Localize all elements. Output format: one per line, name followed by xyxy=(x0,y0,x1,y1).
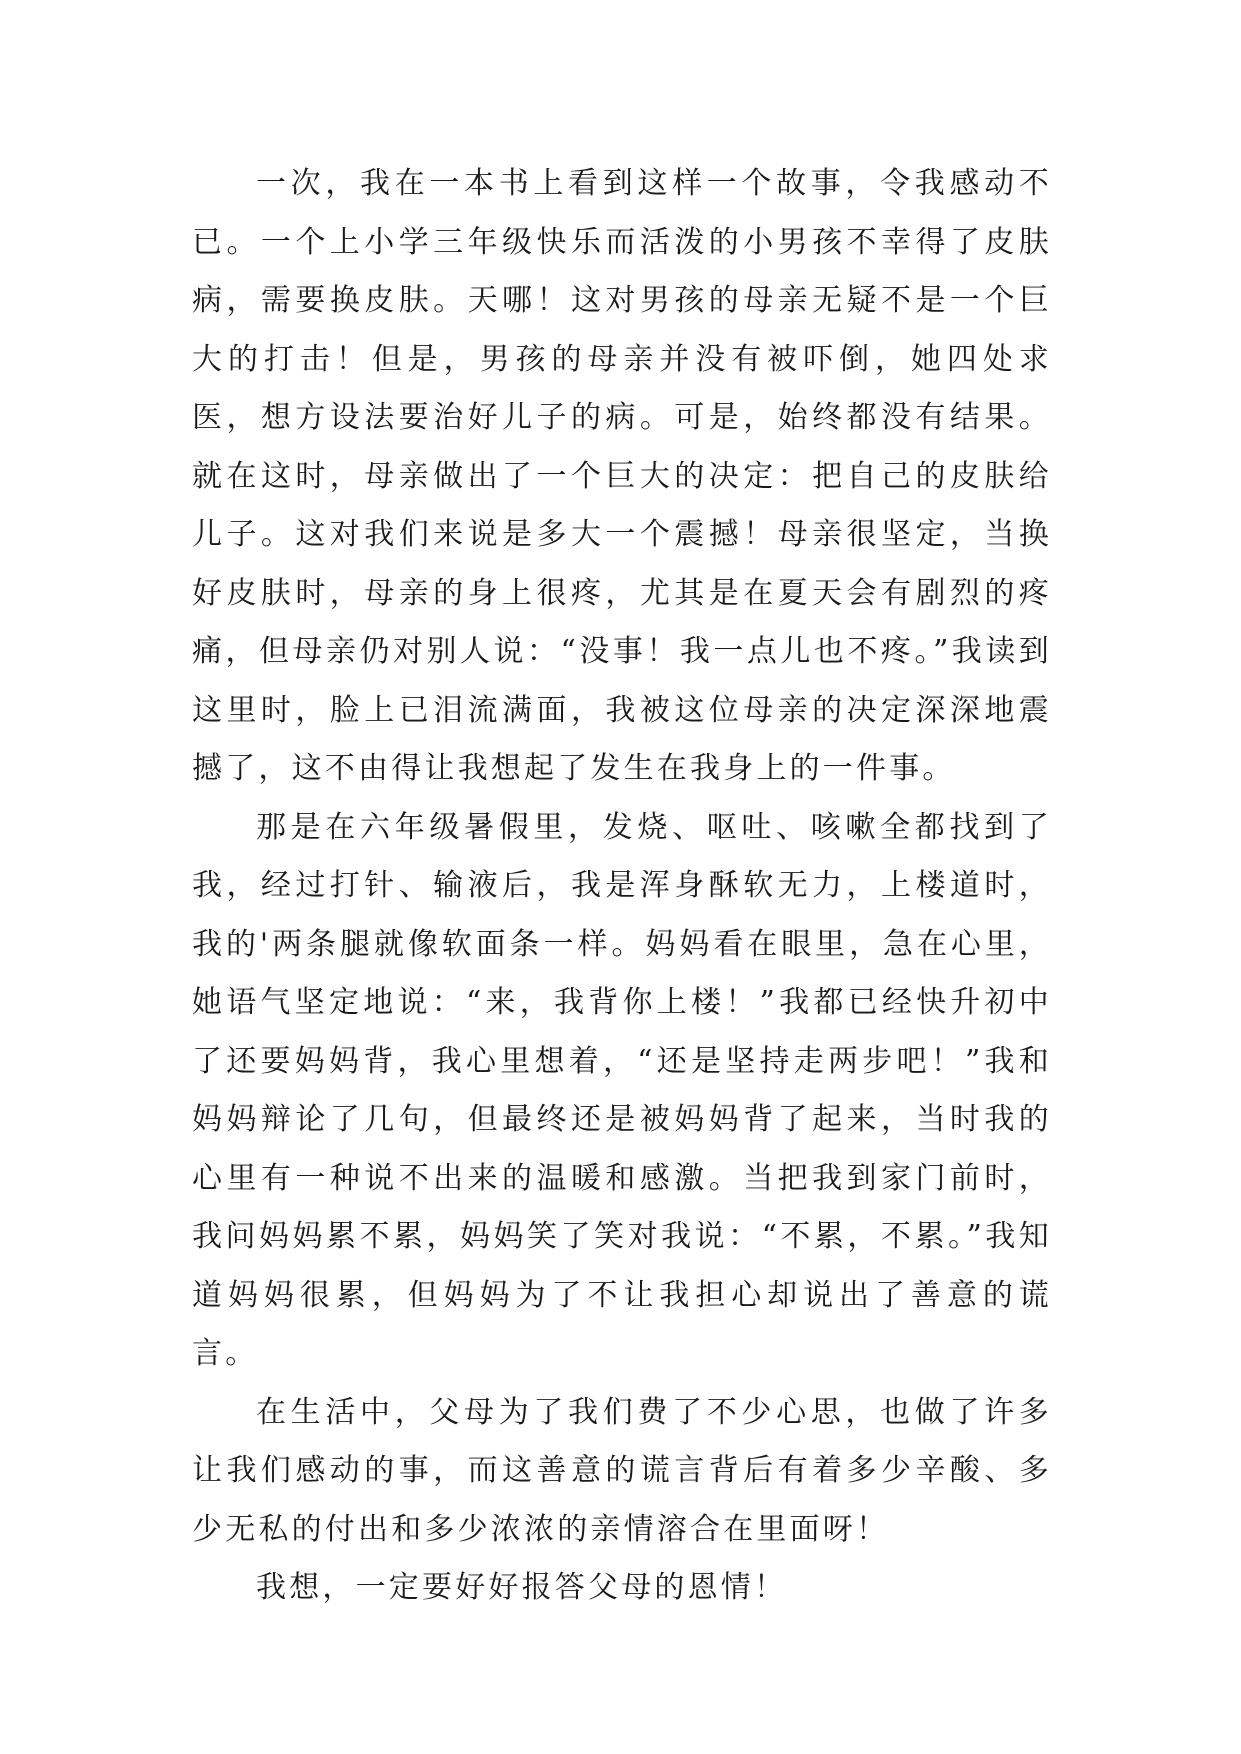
paragraph-reflection: 在生活中，父母为了我们费了不少心思，也做了许多让我们感动的事，而这善意的谎言背后有着多少辛酸、多少无私的付出和多少浓浓的亲情溶合在里面呀！ xyxy=(192,1394,1052,1547)
paragraph-conclusion: 我想，一定要好好报答父母的恩情！ xyxy=(256,1570,788,1605)
document-body xyxy=(192,155,1052,1618)
paragraph-summer-memory: 那是在六年级暑假里，发烧、呕吐、咳嗽全都找到了我，经过打针、输液后，我是浑身酥软无力，上楼道时，我的'两条腿就像软面条一样。妈妈看在眼里，急在心里，她语气坚定地说：“来，我背你上楼！”我都已经快升初中了还要妈妈背，我心里想着，“还是坚持走两步吧！”我和妈妈辩论了几句，但最终还是被妈妈背了起来，当时我的心里有一种说不出来的温暖和感激。当把我到家门前时，我问妈妈累不累，妈妈笑了笑对我说：“不累，不累。”我知道妈妈很累，但妈妈为了不让我担心却说出了善意的谎言。 xyxy=(192,809,1052,1371)
paragraph-story: 一次，我在一本书上看到这样一个故事，令我感动不已。一个上小学三年级快乐而活泼的小男孩不幸得了皮肤病，需要换皮肤。天哪！这对男孩的母亲无疑不是一个巨大的打击！但是，男孩的母亲并没有被吓倒，她四处求医，想方设法要治好儿子的病。可是，始终都没有结果。就在这时，母亲做出了一个巨大的决定：把自己的皮肤给儿子。这对我们来说是多大一个震撼！母亲很坚定，当换好皮肤时，母亲的身上很疼，尤其是在夏天会有剧烈的疼痛，但母亲仍对别人说：“没事！我一点儿也不疼。”我读到这里时，脸上已泪流满面，我被这位母亲的决定深深地震撼了，这不由得让我想起了发生在我身上的一件事。 xyxy=(192,166,1052,786)
